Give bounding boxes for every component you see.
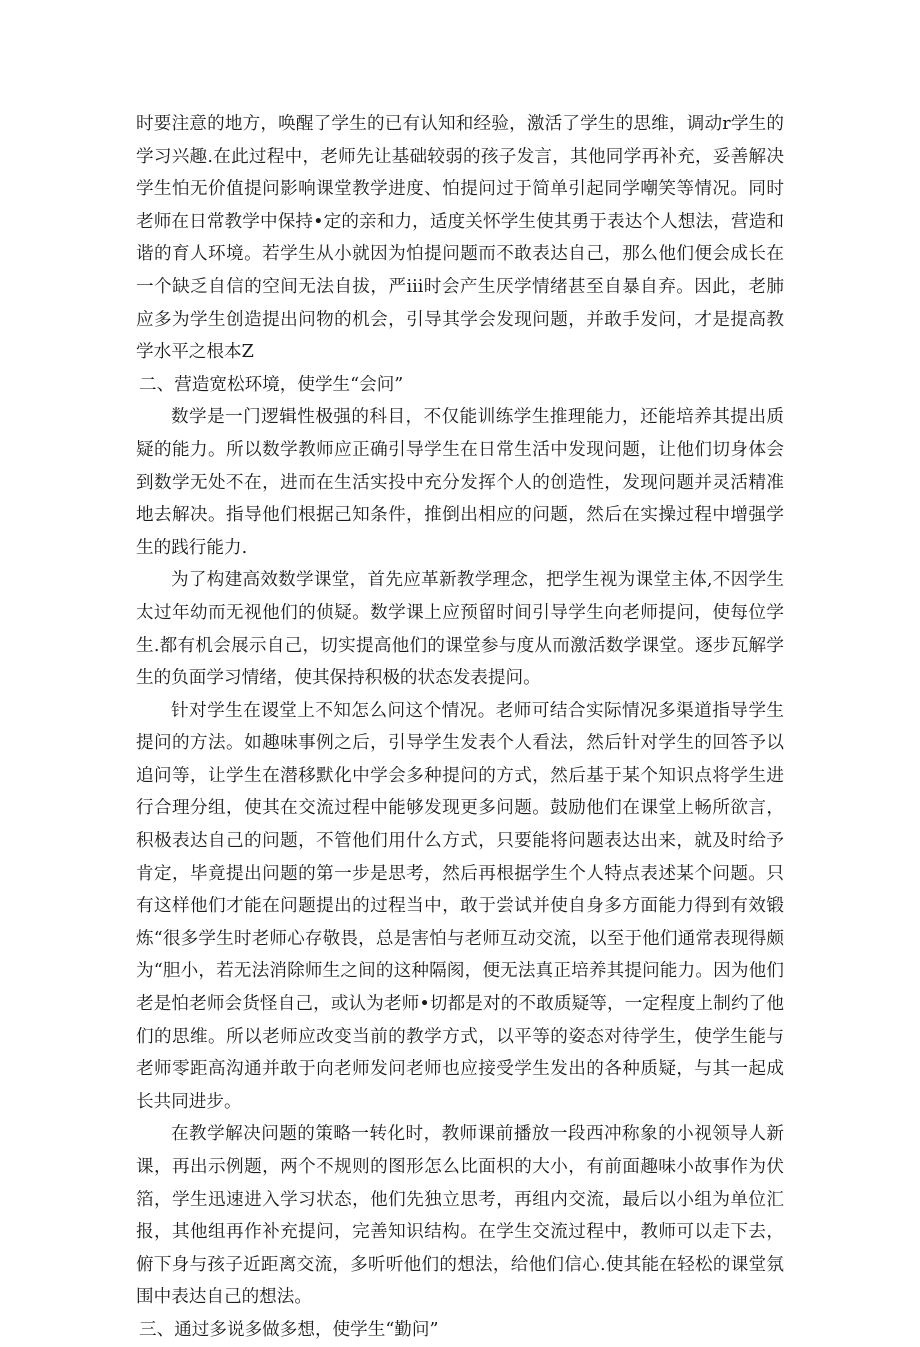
- section-heading-2: 二、营造宽松环境，使学生“会问”: [139, 374, 404, 395]
- paragraph-2: 数学是一门逻辑性极强的科目，不仅能训练学生推理能力，还能培养其提出质疑的能力。所以数学教师应正确引导学生在日常生活中发现问题，让他们切身体会到数学无处不在，进而在生活实投中充分发挥个人的创造性，发现问题并灵活精准地去解决。指导他们根据己知条件，推倒出相应的问题，然后在实操过程中增强学生的践行能力.: [136, 407, 784, 558]
- section-heading-3: 三、通过多说多做多想，使学生“勤问”: [139, 1319, 439, 1340]
- paragraph-1: 时要注意的地方，唤醒了学生的已有认知和经验，激活了学生的思维，调动r学生的学习兴趣.在此过程中，老师先让基础较弱的孩子发言，其他同学再补充，妥善解决学生怕无价值提问影响课堂教学进度、怕提问过于简单引起同学嘲笑等情况。同时老师在日常教学中保持•定的亲和力，适度关怀学生使其勇于表达个人想法，营造和谐的育人环境。若学生从小就因为怕提问题而不敢表达自己，那么他们便会成长在一个缺乏自信的空间无法自拔，严iii时会产生厌学情绪甚至自暴自弃。因此，老肺应多为学生创造提出问物的机会，引导其学会发现问题，并敢手发问，才是提高教学水平之根本Z: [136, 114, 784, 363]
- document-page: [136, 108, 784, 1347]
- paragraph-5: 在教学解决问题的策略一转化时，教师课前播放一段西冲称象的小视领导人新课，再出示例题，两个不规则的图形怎么比面枳的大小，有前面趣味小故事作为伏箔，学生迅速进入学习状态，他们先独立思考，再组内交流，最后以小组为单位汇报，其他组再作补充提问，完善知识结构。在学生交流过程中，教师可以走下去，俯下身与孩子近距离交流，多听听他们的想法，给他们信心.使其能在轻松的课堂氛围中表达自己的想法。: [136, 1124, 784, 1308]
- paragraph-3: 为了构建高效数学课堂，首先应革新教学理念，把学生视为课堂主体,不因学生太过年幼而无视他们的侦疑。数学课上应预留时间引导学生向老师提问，使每位学生.都有机会展示自己，切实提高他们的课堂参与度从而激活数学课堂。逐步瓦解学生的负面学习情绪，使其保持积极的状态发表提问。: [136, 570, 784, 689]
- paragraph-4: 针对学生在谡堂上不知怎么问这个情况。老师可结合实际情况多渠道指导学生提问的方法。如趣味事例之后，引导学生发表个人看法，然后针对学生的回答予以追问等，让学生在潜移默化中学会多种提问的方式，然后基于某个知识点将学生进行合理分组，使其在交流过程中能够发现更多问题。鼓励他们在课堂上畅所欲言，积极表达自己的问题，不管他们用什么方式，只要能将问题表达出来，就及时给予肯定，毕竟提出问题的第一步是思考，然后再根据学生个人特点表述某个问题。只有这样他们才能在问题提出的过程当中，敢于尝试并使自身多方面能力得到有效锻炼“很多学生时老师心存敬畏，总是害怕与老师互动交流，以至于他们通常表现得颇为“胆小，若无法消除师生之间的这种隔阂，便无法真正培养其提问能力。因为他们老是怕老师会货怪自己，或认为老师•切都是对的不敢质疑等，一定程度上制约了他们的思维。所以老师应改变当前的教学方式，以平等的姿态对待学生，使学生能与老师零距高沟通并敢于向老师发问老师也应接受学生发出的各种质疑，与其一起成长共同进步。: [136, 700, 784, 1112]
